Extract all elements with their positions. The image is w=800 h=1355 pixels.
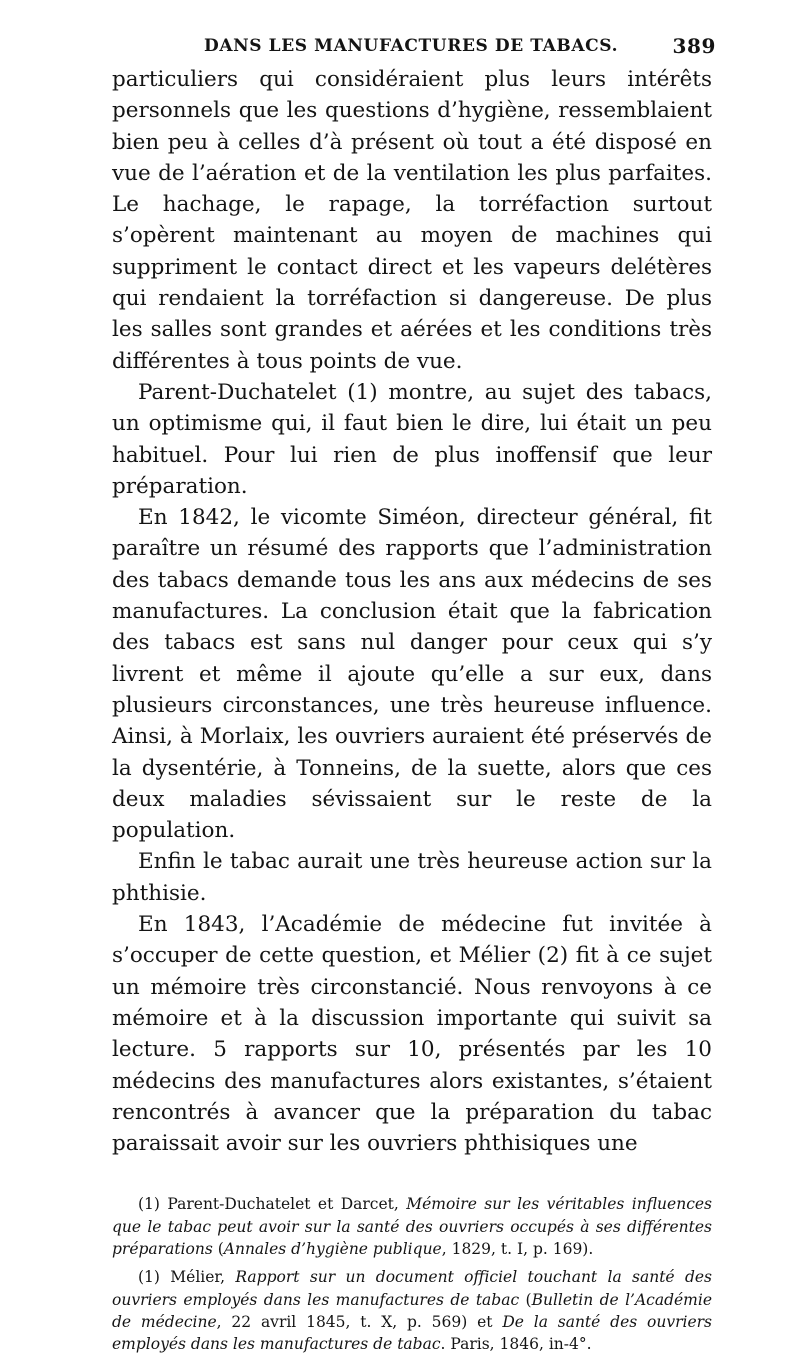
footnote xyxy=(112,1266,712,1355)
footnote-marker: (1) xyxy=(138,1268,160,1287)
paragraph: En 1842, le vicomte Siméon, directeur général, fit paraître un résumé des rapports que l’administration des tabacs demande tous les ans aux médecins de ses manufactures. La conclusion était que la fabrication des tabacs est sans nul danger pour ceux qui s’y livrent et même il ajoute qu’elle a sur eux, dans plusieurs circonstances, une très heureuse influence. Ainsi, à Morlaix, les ouvriers auraient été préservés de la dysentérie, à Tonneins, de la suette, alors que ces deux maladies sévissaient sur le reste de la population. xyxy=(112,505,712,844)
running-title: DANS LES MANUFACTURES DE TABACS. xyxy=(204,36,619,56)
footnote-text: . Paris, 1846, in-4°. xyxy=(440,1335,592,1354)
footnote-title: Mémoire sur les véritables influences que le tabac peut avoir sur la santé des ouvriers occupés à ses différentes préparations xyxy=(112,1195,712,1258)
paragraph: En 1843, l’Académie de médecine fut invitée à s’occuper de cette question, et Mélier (2) fit à ce sujet un mémoire très circonstancié. Nous renvoyons à ce mémoire et à la discussion importante qui suivit sa lecture. 5 rapports sur 10, présentés par les 10 médecins des manufactures alors existantes, s’étaient rencontrés à avancer que la préparation du tabac paraissait avoir sur les ouvriers phthisiques une xyxy=(112,912,712,1157)
footnote-marker: (1) xyxy=(138,1195,160,1214)
footnote-text: ( xyxy=(212,1239,224,1258)
footnote-journal: Bulletin de l’Académie de médecine xyxy=(112,1290,712,1331)
body-text xyxy=(112,64,712,1159)
page-number: 389 xyxy=(672,34,716,58)
footnote-author: Mélier, xyxy=(159,1268,236,1287)
paragraph: Enfin le tabac aurait une très heureuse action sur la phthisie. xyxy=(112,849,712,906)
footnote xyxy=(112,1193,712,1260)
paragraph: Parent-Duchatelet (1) montre, au sujet des tabacs, un optimisme qui, il faut bien le dire, lui était un peu habituel. Pour lui rien de plus inoffensif que leur préparation. xyxy=(112,379,712,499)
footnote-text: , 22 avril 1845, t. X, p. 569) et xyxy=(216,1312,503,1331)
paragraph: particuliers qui considéraient plus leurs intérêts personnels que les questions d’hygiène, ressemblaient bien peu à celles d’à présent où tout a été disposé en vue de l’aération et de la ventilation les plus parfaites. Le hachage, le rapage, la torréfaction surtout s’opèrent maintenant au moyen de machines qui suppriment le contact direct et les vapeurs delétères qui rendaient la torréfaction si dangereuse. De plus les salles sont grandes et aérées et les conditions très différentes à tous points de vue. xyxy=(112,67,712,374)
footnote-journal: Annales d’hygiène publique xyxy=(223,1239,442,1258)
footnote-author: Parent-Duchatelet et Darcet, xyxy=(159,1195,407,1214)
page-header xyxy=(112,30,716,60)
footnote-title: Rapport sur un document officiel touchant la santé des ouvriers employés dans les manufactures de tabac xyxy=(112,1268,712,1309)
footnotes xyxy=(112,1193,712,1355)
footnote-text: , 1829, t. I, p. 169). xyxy=(441,1239,594,1258)
footnote-title: De la santé des ouvriers employés dans les manufactures de tabac xyxy=(112,1312,712,1354)
footnote-text: ( xyxy=(519,1290,532,1309)
